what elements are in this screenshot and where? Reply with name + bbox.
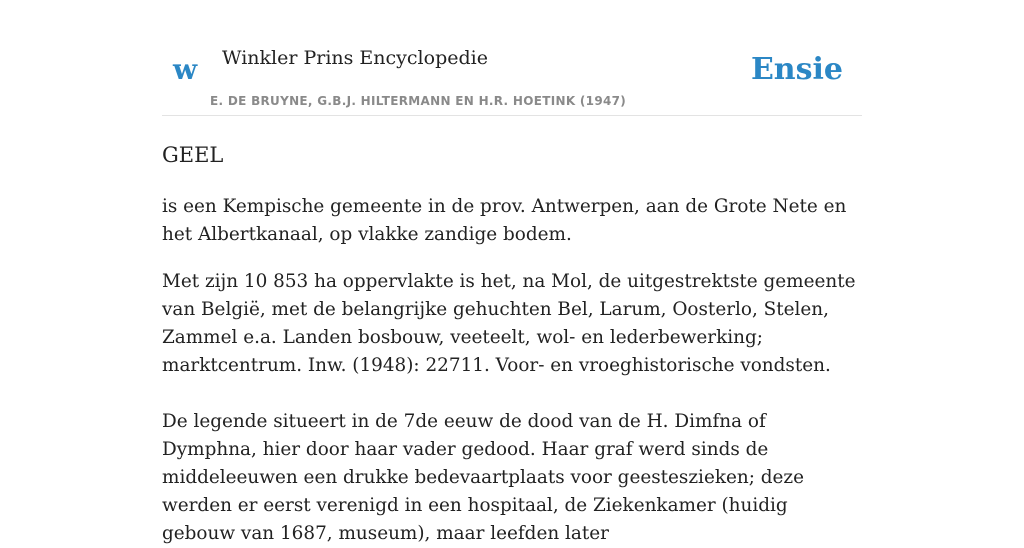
ensie-logo-link[interactable]: Ensie <box>750 52 843 87</box>
article-paragraph: De legende situeert in de 7de eeuw de dood van de H. Dimfna of Dymphna, hier door haar vader gedood. Haar graf werd sinds de middeleeuwen een drukke bedevaartplaats voor geesteszieken; deze werden er eerst verenigd in een hospitaal, de Ziekenkamer (huidig gebouw van 1687, museum), maar leefden later <box>162 411 804 544</box>
source-header <box>162 0 862 116</box>
source-logo-icon[interactable]: w <box>173 53 198 86</box>
source-title-link[interactable]: Winkler Prins Encyclopedie <box>222 47 488 69</box>
article <box>162 136 862 548</box>
article-paragraph: Met zijn 10 853 ha oppervlakte is het, na Mol, de uitgestrektste gemeente van België, met de belangrijke gehuchten Bel, Larum, Oosterlo, Stelen, Zammel e.a. Landen bosbouw, veeteelt, wol- en lederbewerking; marktcentrum. Inw. (1948): 22711. Voor- en vroeghistorische vondsten. <box>162 271 856 376</box>
entry-title: GEEL <box>162 143 224 167</box>
article-paragraph: is een Kempische gemeente in de prov. Antwerpen, aan de Grote Nete en het Albertkanaal, op vlakke zandige bodem. <box>162 196 847 245</box>
source-authors: E. DE BRUYNE, G.B.J. HILTERMANN EN H.R. HOETINK (1947) <box>210 94 627 108</box>
